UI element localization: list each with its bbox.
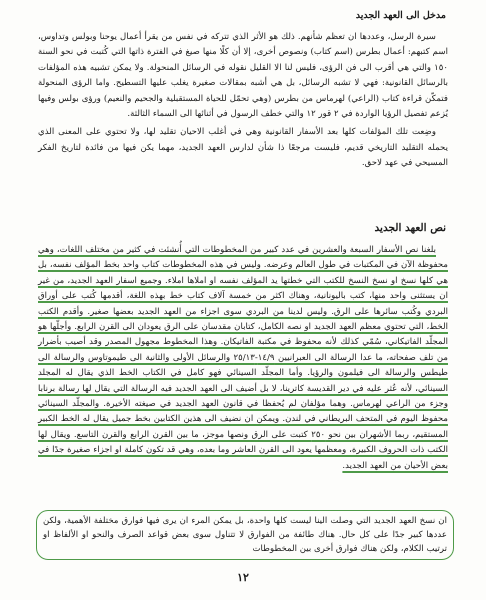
intro-text-block [38,30,448,175]
running-head: مدخل الى العهد الجديد [355,10,446,21]
highlighted-paragraph: بلغنا نص الأسفار السبعة والعشرين في عدد كبير من المخطوطات التي أُنشئت في كثير من مختلف اللغات، وهي محفوظة الآن في المكتبات في طول العالم وعرضه. وليس في هذه المخطوطات كتاب واحد بخط المؤلف نفسه، بل هي كلها نسخ او نسخ النسخ للكتب التي خطتها يد المؤلف نفسه او املاها املاء. وجميع اسفار العهد الجديد، من غير ان يستثنى واحد منها، كتب باليونانية، وهناك اكثر من خمسة آلاف كتاب خط بهذه اللغة، أقدمها كُتب على أوراق البردي وكُتب سائرها على الرق. وليس لدينا من البردي سوى اجزاء من العهد الجديد بعضها صغير. وأقدم الكتب الخط، التي تحتوي معظم العهد الجديد او نصه الكامل، كتابان مقدسان على الرق يعودان الى القرن الرابع. وأجلّها هو المجلّد الفاتيكاني، سُمّي كذلك لأنه محفوظ في مكتبة الفاتيكان. وهذا المخطوط مجهول المصدر وقد أصيب بأضرار من تلف صفحاته، ما عدا الرسالة الى العبرانيين ١٤/٩-٢٥/١٣ والرسائل الأولى والثانية الى طيموتاوس والرسالة الى طيطس والرسالة الى فيلمون والرؤيا. وأما المجلّد السينائي فهو كامل في الكتاب الخط الذي يقال له المجلد السينائي، لأنه عُثر عليه في دير القديسة كاترينا، لا بل أضيف الى العهد الجديد فيه الرسالة التي يقال لها رسالة برنابا وجزء من الراعي لهرماس. وهما مؤلفان لم يُحفظا في قانون العهد الجديد في صيغته الأخيرة. والمجلّد السينائي محفوظ اليوم في المتحف البريطاني في لندن. ويمكن ان نضيف الى هذين الكتابين بخط جميل يقال له الخط الكبير المستقيم، ربما الأشهران بين نحو ٢٥٠ كتبت على الرق ونصها موجز، ما بين القرن الرابع والقرن التاسع. ويقال لها الكتب ذات الحروف الكبيرة، ومعظمها يعود الى القرن العاشر وما بعده، وهي قد تكون كاملة او اجزاء صغيرة جدًا في بعض الأحيان من العهد الجديد. [38,245,448,471]
paragraph: وضِعت تلك المؤلفات كلها بعد الأسفار القانونية وهي في أغلب الاحيان تقليد لها، ولا تحتوي على المعنى الذي يحمله التقليد التاريخي قديم، فليست مرجعًا ذا شأن لدارس العهد الجديد، مهما يكن فيها من فائدة لتاريخ الفكر المسيحي في عهد لاحق. [38,127,448,169]
section-heading: نص العهد الجديد [374,222,446,234]
paragraph: سيرة الرسل، وعددها ان تعظم شأنهم. ذلك هو الأثر الذي تتركه في نفس من يقرأ أعمال يوحنا وبولس وتداوس، اسم كتبهم: أعمال بطرس (اسم كتاب) ونصوص أخرى، إلا أن كلًا منها صيغ في الفترة ذاتها التي كُتبت في نحو السنة ١٥٠ والتي هي أقرب الى فن الرؤى، فليس لنا الا القليل نقوله في الرسائل المنحولة. ولا يمكن تشبيه هذه المؤلفات بالرسائل القانونية: فهي لا تشبه الرسائل، بل هي أشبه بمقالات صغيرة يغلب عليها التسطيح. واما الرؤى المنحولة فتمكّن قراءة كتاب (الراعي) لهرماس من بطرس (وهي تحمّل للحياة المستقبلية والجحيم والنعيم) ورؤى بولس وفيها يُزعم تفصيل الرؤيا الواردة في ٢ قور ١٢ والتي خطف الرسول في أثنائها الى السماء الثالثة. [38,32,448,120]
highlighted-callout-box: ان نسخ العهد الجديد التي وصلت الينا ليست كلها واحدة، بل يمكن المرء ان يرى فيها فوارق مختلفة الأهمية، ولكن عددها كبير جدًا على كل حال. هناك طائفة من الفوارق لا تتناول سوى بعض قواعد الصرف والنحو او الألفاظ او ترتيب الكلام، ولكن هناك فوارق أخرى بين المخطوطات [36,510,454,560]
section-text-block [38,243,448,477]
page-number: ١٢ [237,571,249,584]
